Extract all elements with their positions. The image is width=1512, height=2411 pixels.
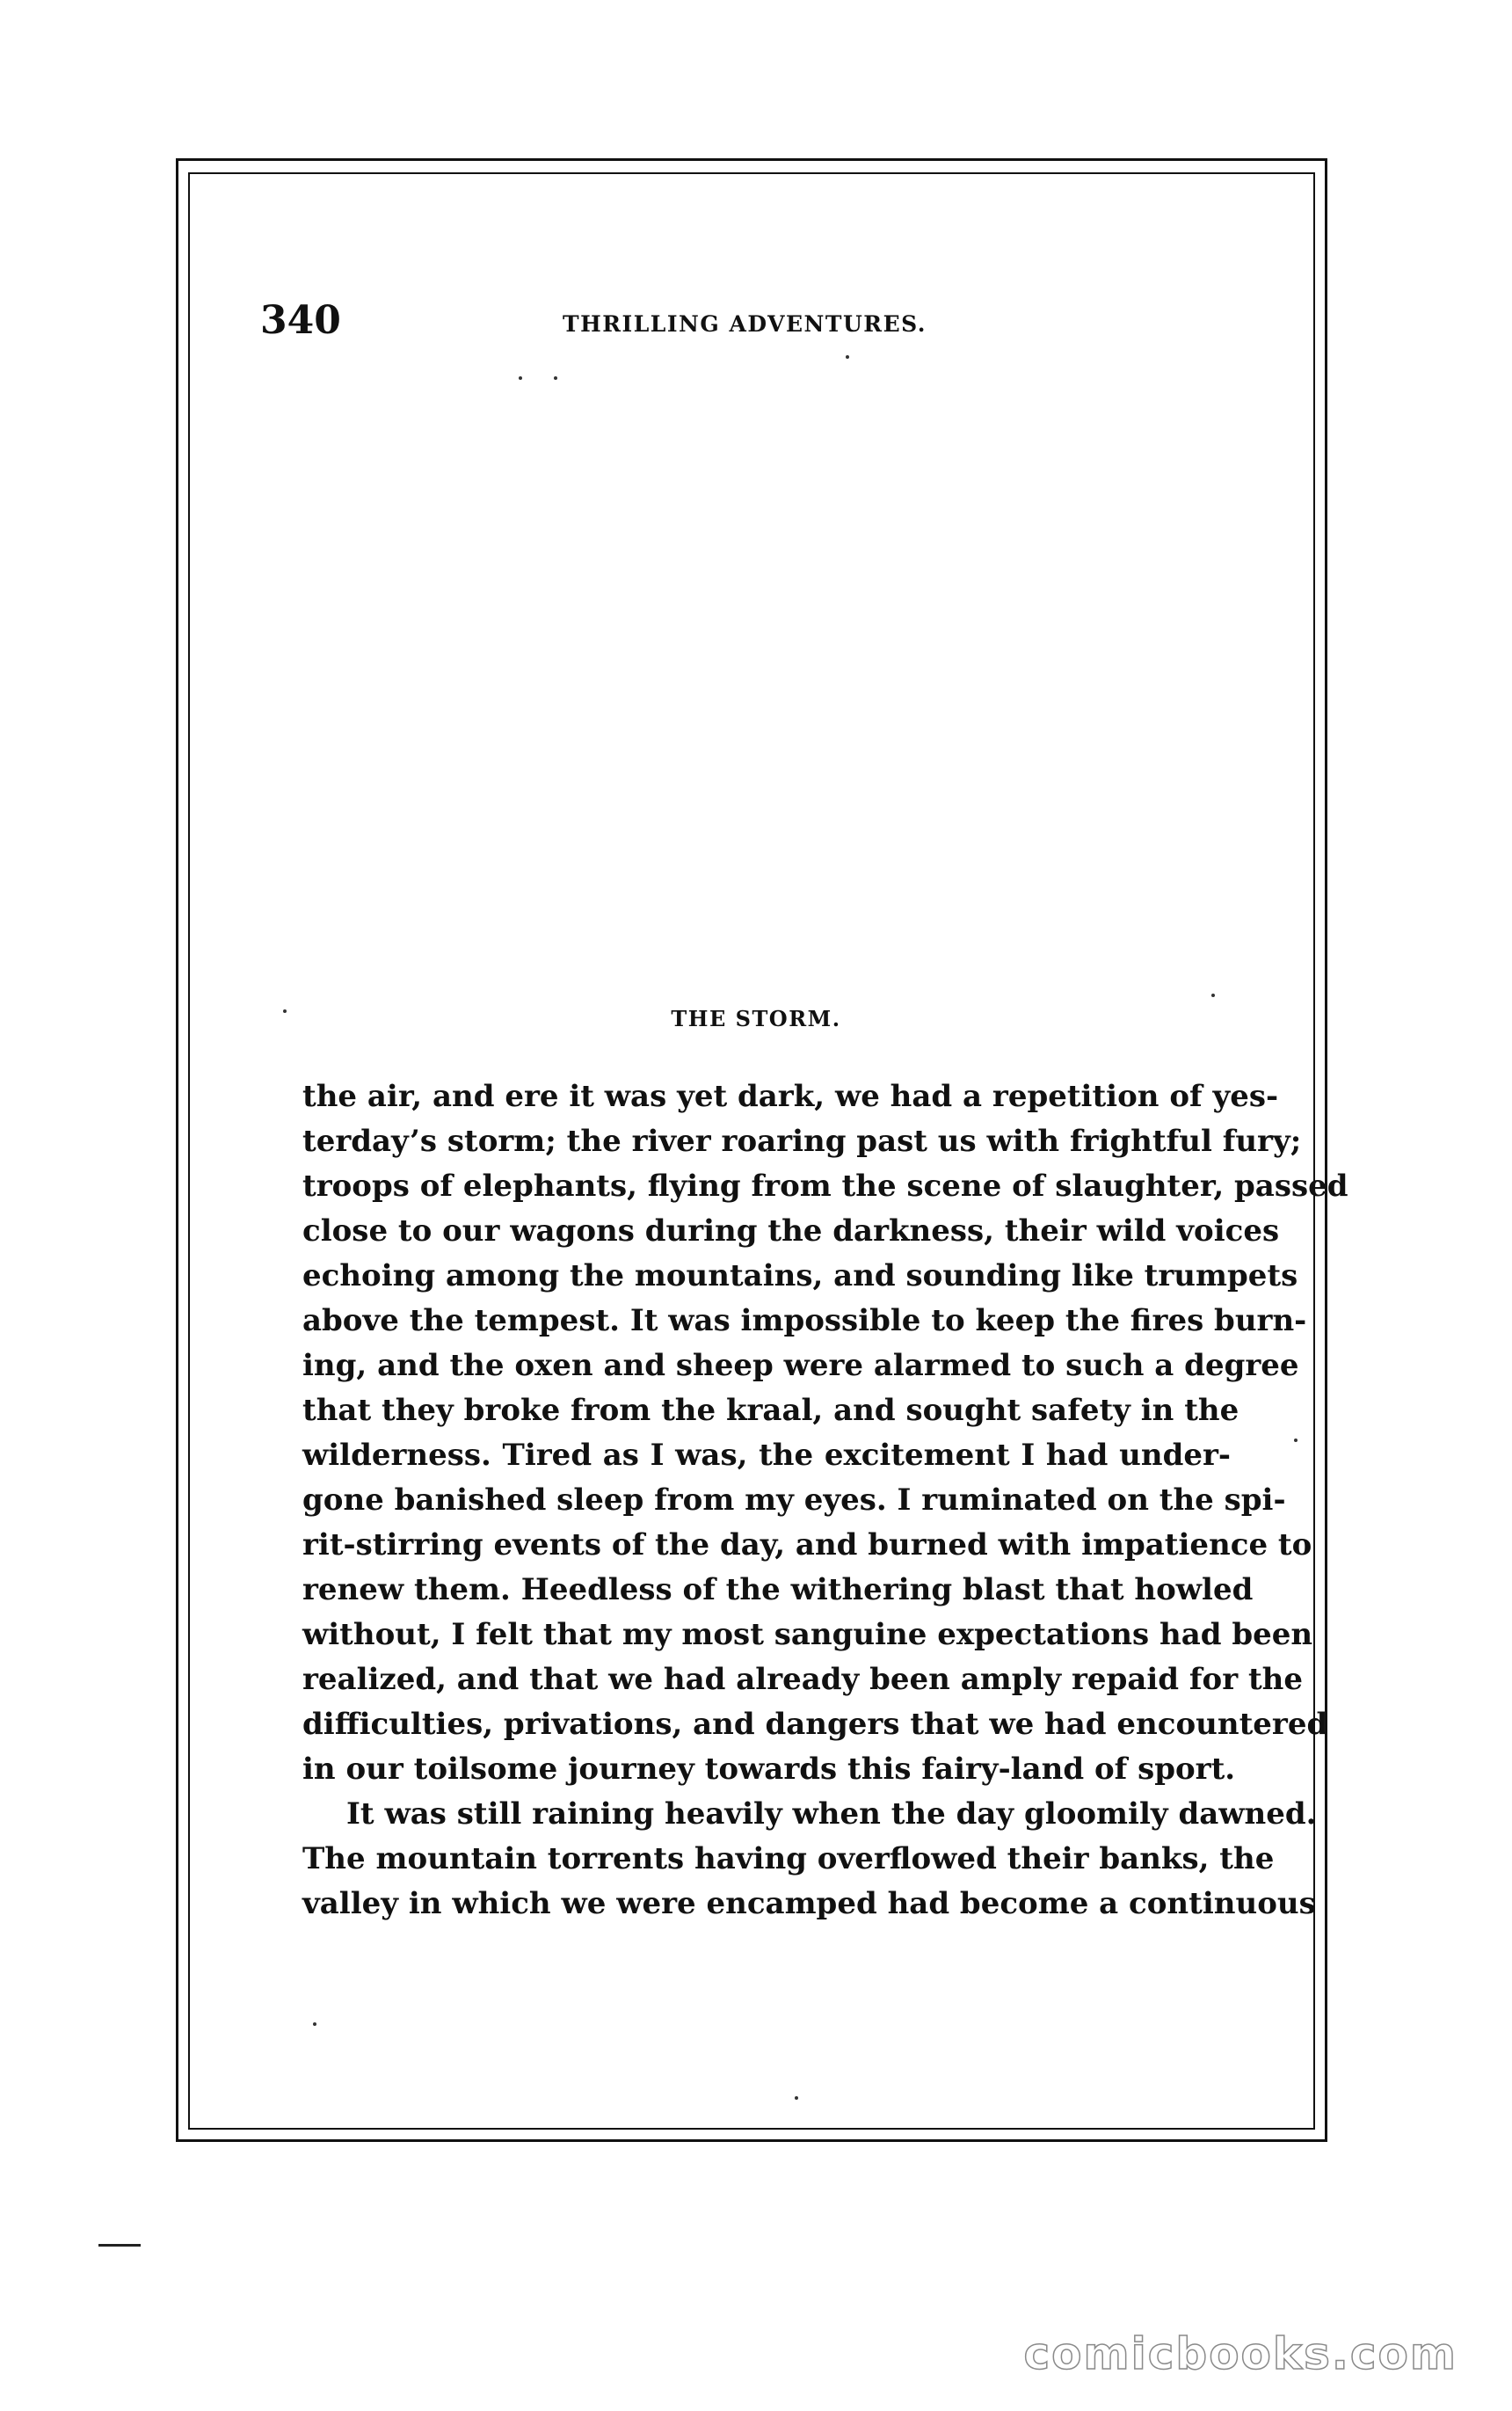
print-speck bbox=[283, 1009, 287, 1013]
text-line: the air, and ere it was yet dark, we had a repetition of yes- bbox=[302, 1079, 1279, 1114]
print-speck bbox=[313, 2022, 316, 2026]
running-head: THRILLING ADVENTURES. bbox=[563, 311, 927, 337]
print-speck bbox=[1211, 994, 1215, 997]
text-line: wilderness. Tired as I was, the excitement I had under- bbox=[302, 1438, 1231, 1473]
text-line: above the tempest. It was impossible to keep the fires burn- bbox=[302, 1303, 1307, 1338]
print-speck bbox=[795, 2096, 798, 2100]
text-line: renew them. Heedless of the withering blast that howled bbox=[302, 1572, 1254, 1607]
watermark: comicbooks.com bbox=[1023, 2328, 1457, 2379]
text-line: valley in which we were encamped had become a continuous bbox=[302, 1886, 1316, 1921]
section-title: THE STORM. bbox=[671, 1006, 841, 1031]
body-text bbox=[302, 1074, 1348, 1927]
text-line: realized, and that we had already been amply repaid for the bbox=[302, 1662, 1304, 1697]
text-line: ing, and the oxen and sheep were alarmed to such a degree bbox=[302, 1348, 1299, 1383]
print-speck bbox=[554, 376, 557, 380]
page-number: 340 bbox=[260, 298, 341, 343]
text-line: gone banished sleep from my eyes. I ruminated on the spi- bbox=[302, 1482, 1286, 1518]
text-line: without, I felt that my most sanguine expectations had been bbox=[302, 1617, 1313, 1652]
text-line: difficulties, privations, and dangers that we had encountered bbox=[302, 1707, 1328, 1742]
text-line: in our toilsome journey towards this fairy-land of sport. bbox=[302, 1752, 1236, 1787]
text-line: troops of elephants, flying from the scene of slaughter, passed bbox=[302, 1169, 1348, 1204]
print-speck bbox=[1294, 1439, 1298, 1442]
text-line: terday’s storm; the river roaring past us with frightful fury; bbox=[302, 1124, 1302, 1159]
text-line: It was still raining heavily when the day gloomily dawned. bbox=[346, 1796, 1317, 1832]
text-line: close to our wagons during the darkness, their wild voices bbox=[302, 1213, 1280, 1249]
margin-dash bbox=[98, 2244, 141, 2247]
text-line: that they broke from the kraal, and sought safety in the bbox=[302, 1393, 1239, 1428]
text-line: The mountain torrents having overflowed their banks, the bbox=[302, 1841, 1275, 1876]
text-line: echoing among the mountains, and sounding like trumpets bbox=[302, 1258, 1298, 1293]
print-speck bbox=[519, 376, 522, 380]
print-speck bbox=[846, 355, 849, 359]
text-line: rit-stirring events of the day, and burned with impatience to bbox=[302, 1527, 1312, 1562]
